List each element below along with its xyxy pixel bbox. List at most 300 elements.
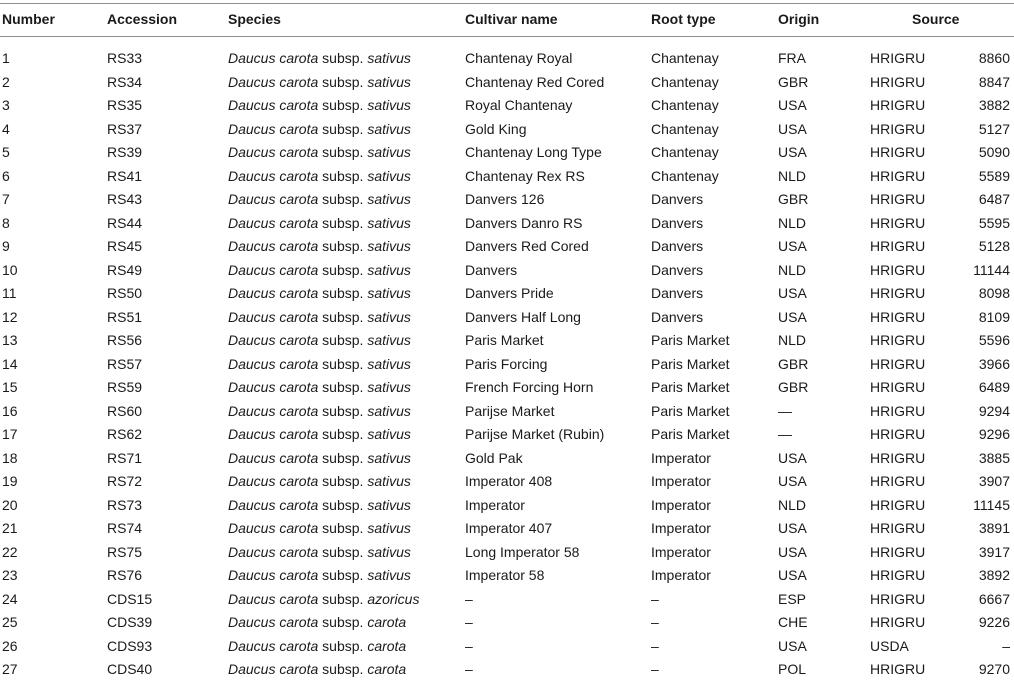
- cell-source-id: 5090: [978, 144, 1010, 160]
- table-row: [0, 168, 1014, 192]
- table-row: [0, 379, 1014, 403]
- species-rank: subsp.: [322, 120, 364, 137]
- species-genus: Daucus carota: [228, 590, 319, 607]
- cell-source: HRIGRU: [870, 50, 926, 66]
- table-row: [0, 238, 1014, 262]
- cell-accession: CDS15: [107, 590, 153, 607]
- cell-source: HRIGRU: [870, 590, 926, 607]
- cell-root-type: Paris Market: [651, 402, 730, 419]
- cell-species: [228, 403, 411, 419]
- species-subspecies: sativus: [367, 496, 411, 513]
- cell-accession: RS49: [107, 261, 143, 278]
- cell-origin: USA: [778, 144, 807, 160]
- cell-origin: USA: [778, 543, 807, 560]
- cell-origin: GBR: [778, 355, 809, 372]
- table-row: [0, 121, 1014, 145]
- cell-cultivar-name: Imperator 407: [465, 520, 553, 536]
- species-genus: Daucus carota: [228, 614, 319, 630]
- cell-cultivar-name: –: [465, 590, 473, 607]
- cell-source-id: 9296: [978, 426, 1010, 442]
- cell-species: [228, 591, 419, 607]
- cell-number: 13: [2, 332, 18, 348]
- species-rank: subsp.: [322, 473, 364, 489]
- cell-root-type: Chantenay: [651, 73, 719, 90]
- cell-number: 2: [2, 73, 10, 90]
- cell-source-id: –: [1002, 637, 1010, 654]
- species-genus: Daucus carota: [228, 449, 319, 466]
- species-rank: subsp.: [322, 50, 364, 66]
- cell-root-type: Chantenay: [651, 50, 719, 66]
- cell-cultivar-name: Imperator 58: [465, 567, 545, 583]
- cell-species: [228, 473, 411, 489]
- cell-cultivar-name: French Forcing Horn: [465, 379, 594, 395]
- species-rank: subsp.: [322, 332, 364, 348]
- species-genus: Daucus carota: [228, 144, 319, 160]
- species-rank: subsp.: [322, 355, 364, 372]
- cell-cultivar-name: Danvers: [465, 261, 518, 278]
- species-genus: Daucus carota: [228, 379, 319, 395]
- cell-root-type: Paris Market: [651, 426, 730, 442]
- cell-source-id: 8109: [978, 308, 1010, 325]
- cell-origin: USA: [778, 238, 807, 254]
- cell-origin: USA: [778, 637, 807, 654]
- cell-accession: CDS39: [107, 614, 153, 630]
- cell-origin: GBR: [778, 379, 809, 395]
- cell-number: 15: [2, 379, 18, 395]
- cell-cultivar-name: –: [465, 661, 473, 677]
- cell-root-type: Paris Market: [651, 332, 730, 348]
- species-rank: subsp.: [322, 402, 364, 419]
- cell-origin: ESP: [778, 590, 807, 607]
- cell-source-id: 3882: [978, 97, 1010, 113]
- cell-cultivar-name: Parijse Market (Rubin): [465, 426, 605, 442]
- cell-species: [228, 191, 411, 207]
- cell-source: HRIGRU: [870, 144, 926, 160]
- species-subspecies: carota: [367, 614, 407, 630]
- species-subspecies: sativus: [367, 332, 411, 348]
- cell-number: 11: [2, 285, 17, 301]
- cell-source-id: 8860: [978, 50, 1010, 66]
- cell-accession: RS41: [107, 167, 143, 184]
- cell-root-type: Danvers: [651, 191, 704, 207]
- cell-origin: FRA: [778, 50, 806, 66]
- species-genus: Daucus carota: [228, 191, 319, 207]
- species-genus: Daucus carota: [228, 355, 319, 372]
- species-rank: subsp.: [322, 449, 364, 466]
- species-subspecies: sativus: [367, 97, 411, 113]
- table-row: [0, 262, 1014, 286]
- species-rank: subsp.: [322, 379, 364, 395]
- species-rank: subsp.: [322, 238, 364, 254]
- species-rank: subsp.: [322, 590, 364, 607]
- species-rank: subsp.: [322, 191, 364, 207]
- cell-species: [228, 309, 411, 325]
- cell-root-type: Chantenay: [651, 97, 719, 113]
- species-rank: subsp.: [322, 144, 364, 160]
- cell-source-id: 11144: [973, 261, 1010, 278]
- cell-number: 7: [2, 191, 10, 207]
- species-subspecies: azoricus: [367, 590, 420, 607]
- species-subspecies: sativus: [367, 543, 411, 560]
- cell-number: 4: [2, 120, 10, 137]
- cell-root-type: Imperator: [651, 449, 711, 466]
- cell-cultivar-name: Parijse Market: [465, 402, 555, 419]
- species-genus: Daucus carota: [228, 332, 319, 348]
- cell-source: HRIGRU: [870, 567, 926, 583]
- cell-source-id: 9294: [978, 402, 1010, 419]
- cell-number: 10: [2, 261, 18, 278]
- cell-number: 12: [2, 308, 18, 325]
- species-genus: Daucus carota: [228, 97, 319, 113]
- species-subspecies: sativus: [367, 285, 411, 301]
- cell-source: HRIGRU: [870, 355, 926, 372]
- species-subspecies: carota: [367, 661, 407, 677]
- header-accession: Accession: [107, 11, 178, 27]
- cell-source-id: 3907: [978, 473, 1010, 489]
- cell-accession: RS60: [107, 402, 143, 419]
- cell-root-type: Danvers: [651, 308, 704, 325]
- species-subspecies: sativus: [367, 402, 411, 419]
- table-row: [0, 332, 1014, 356]
- species-rank: subsp.: [322, 308, 364, 325]
- cell-cultivar-name: Imperator 408: [465, 473, 553, 489]
- cell-source-id: 8098: [978, 285, 1010, 301]
- cell-cultivar-name: Danvers 126: [465, 191, 545, 207]
- cell-source-id: 9270: [978, 661, 1010, 677]
- table-row: [0, 591, 1014, 615]
- cell-accession: RS35: [107, 97, 143, 113]
- cell-species: [228, 450, 411, 466]
- cell-species: [228, 285, 411, 301]
- species-subspecies: sativus: [367, 144, 411, 160]
- species-rank: subsp.: [322, 496, 364, 513]
- species-genus: Daucus carota: [228, 520, 319, 536]
- cell-cultivar-name: Royal Chantenay: [465, 97, 573, 113]
- cell-origin: NLD: [778, 261, 807, 278]
- cell-accession: RS62: [107, 426, 143, 442]
- species-genus: Daucus carota: [228, 308, 319, 325]
- cell-species: [228, 567, 411, 583]
- cell-accession: RS45: [107, 238, 143, 254]
- cell-root-type: Paris Market: [651, 379, 730, 395]
- cell-source: HRIGRU: [870, 120, 926, 137]
- cell-source-id: 5589: [978, 167, 1010, 184]
- species-subspecies: sativus: [367, 567, 411, 583]
- species-genus: Daucus carota: [228, 567, 319, 583]
- cell-origin: USA: [778, 473, 807, 489]
- cell-root-type: Imperator: [651, 567, 711, 583]
- cell-accession: RS34: [107, 73, 143, 90]
- cell-accession: RS74: [107, 520, 143, 536]
- cell-source: HRIGRU: [870, 73, 926, 90]
- cell-accession: RS71: [107, 449, 143, 466]
- cell-accession: RS50: [107, 285, 143, 301]
- cell-source: HRIGRU: [870, 97, 926, 113]
- table-row: [0, 520, 1014, 544]
- cell-cultivar-name: Paris Market: [465, 332, 544, 348]
- species-rank: subsp.: [322, 426, 364, 442]
- cell-accession: RS51: [107, 308, 143, 325]
- cell-number: 16: [2, 402, 18, 419]
- cell-cultivar-name: Gold King: [465, 120, 527, 137]
- cell-origin: USA: [778, 449, 807, 466]
- cell-species: [228, 614, 406, 630]
- cell-root-type: –: [651, 614, 659, 630]
- cell-cultivar-name: –: [465, 637, 473, 654]
- cell-origin: GBR: [778, 191, 809, 207]
- cell-source-id: 5595: [978, 214, 1010, 231]
- cell-species: [228, 661, 406, 677]
- species-subspecies: sativus: [367, 379, 411, 395]
- cell-source: HRIGRU: [870, 167, 926, 184]
- species-subspecies: sativus: [367, 214, 411, 231]
- header-number: Number: [2, 11, 55, 27]
- species-subspecies: carota: [367, 637, 407, 654]
- table-row: [0, 191, 1014, 215]
- cell-cultivar-name: Chantenay Red Cored: [465, 73, 605, 90]
- cell-cultivar-name: Paris Forcing: [465, 355, 548, 372]
- species-subspecies: sativus: [367, 73, 411, 90]
- cell-source-id: 6489: [978, 379, 1010, 395]
- cell-origin: NLD: [778, 496, 807, 513]
- cell-source: HRIGRU: [870, 402, 926, 419]
- cell-source: HRIGRU: [870, 426, 926, 442]
- species-genus: Daucus carota: [228, 214, 319, 231]
- cell-cultivar-name: Danvers Pride: [465, 285, 554, 301]
- cell-source-id: 8847: [978, 73, 1010, 90]
- cell-species: [228, 168, 411, 184]
- cell-root-type: –: [651, 661, 659, 677]
- header-cultivar-name: Cultivar name: [465, 11, 558, 27]
- cell-source: HRIGRU: [870, 332, 926, 348]
- species-genus: Daucus carota: [228, 402, 319, 419]
- cell-number: 25: [2, 614, 18, 630]
- species-rank: subsp.: [322, 637, 364, 654]
- cell-source-id: 3892: [978, 567, 1010, 583]
- table-row: [0, 497, 1014, 521]
- species-genus: Daucus carota: [228, 73, 319, 90]
- cell-accession: RS72: [107, 473, 143, 489]
- species-rank: subsp.: [322, 97, 364, 113]
- cell-accession: RS75: [107, 543, 143, 560]
- cell-root-type: –: [651, 637, 659, 654]
- cell-number: 20: [2, 496, 18, 513]
- cell-cultivar-name: –: [465, 614, 473, 630]
- table-row: [0, 285, 1014, 309]
- cell-cultivar-name: Chantenay Long Type: [465, 144, 602, 160]
- cell-number: 3: [2, 97, 10, 113]
- cell-species: [228, 332, 411, 348]
- cell-cultivar-name: Chantenay Royal: [465, 50, 573, 66]
- cell-source-id: 6487: [978, 191, 1010, 207]
- cell-number: 23: [2, 567, 18, 583]
- cell-species: [228, 50, 411, 66]
- species-genus: Daucus carota: [228, 543, 319, 560]
- species-rank: subsp.: [322, 214, 364, 231]
- cell-species: [228, 544, 411, 560]
- species-rank: subsp.: [322, 261, 364, 278]
- table-row: [0, 544, 1014, 568]
- species-genus: Daucus carota: [228, 637, 319, 654]
- species-genus: Daucus carota: [228, 473, 319, 489]
- table-row: [0, 144, 1014, 168]
- species-subspecies: sativus: [367, 308, 411, 325]
- cell-accession: RS33: [107, 50, 143, 66]
- cell-source: HRIGRU: [870, 449, 926, 466]
- cell-origin: USA: [778, 308, 807, 325]
- cell-source: HRIGRU: [870, 308, 926, 325]
- species-genus: Daucus carota: [228, 496, 319, 513]
- cell-origin: NLD: [778, 332, 807, 348]
- cell-species: [228, 144, 411, 160]
- cell-origin: POL: [778, 661, 807, 677]
- cell-number: 9: [2, 238, 10, 254]
- cell-source: HRIGRU: [870, 543, 926, 560]
- cell-root-type: Danvers: [651, 238, 704, 254]
- cell-root-type: Danvers: [651, 214, 704, 231]
- cell-source: HRIGRU: [870, 661, 926, 677]
- cell-species: [228, 262, 411, 278]
- cell-accession: RS37: [107, 120, 143, 137]
- species-subspecies: sativus: [367, 167, 411, 184]
- cell-origin: CHE: [778, 614, 808, 630]
- table-row: [0, 638, 1014, 662]
- cell-number: 21: [2, 520, 18, 536]
- cell-source: HRIGRU: [870, 379, 926, 395]
- cell-accession: RS39: [107, 144, 143, 160]
- cell-source: HRIGRU: [870, 214, 926, 231]
- cell-source: HRIGRU: [870, 191, 926, 207]
- cell-origin: USA: [778, 567, 807, 583]
- cell-accession: RS44: [107, 214, 143, 231]
- species-subspecies: sativus: [367, 473, 411, 489]
- cell-number: 22: [2, 543, 18, 560]
- cell-root-type: Paris Market: [651, 355, 730, 372]
- cell-cultivar-name: Gold Pak: [465, 449, 523, 466]
- cell-number: 1: [2, 50, 10, 66]
- cell-number: 19: [2, 473, 18, 489]
- cell-species: [228, 520, 411, 536]
- cell-cultivar-name: Long Imperator 58: [465, 543, 580, 560]
- species-genus: Daucus carota: [228, 261, 319, 278]
- cell-cultivar-name: Danvers Half Long: [465, 308, 581, 325]
- cell-source-id: 3966: [978, 355, 1010, 372]
- header-source: Source: [912, 11, 960, 27]
- species-genus: Daucus carota: [228, 167, 319, 184]
- species-rank: subsp.: [322, 661, 364, 677]
- cell-number: 26: [2, 637, 18, 654]
- cell-species: [228, 97, 411, 113]
- cell-source: HRIGRU: [870, 614, 926, 630]
- table-row: [0, 567, 1014, 591]
- cell-accession: RS57: [107, 355, 143, 372]
- species-genus: Daucus carota: [228, 50, 319, 66]
- cell-root-type: Imperator: [651, 473, 711, 489]
- cell-species: [228, 497, 411, 513]
- table-row: [0, 473, 1014, 497]
- cell-cultivar-name: Danvers Red Cored: [465, 238, 589, 254]
- cell-species: [228, 356, 411, 372]
- table-row: [0, 403, 1014, 427]
- header-species: Species: [228, 11, 281, 27]
- cell-source: HRIGRU: [870, 473, 926, 489]
- cell-source-id: 3917: [978, 543, 1010, 560]
- cell-origin: NLD: [778, 167, 807, 184]
- cell-number: 17: [2, 426, 18, 442]
- cell-source: USDA: [870, 637, 909, 654]
- cell-origin: USA: [778, 97, 807, 113]
- cell-species: [228, 215, 411, 231]
- species-rank: subsp.: [322, 285, 364, 301]
- species-rank: subsp.: [322, 73, 364, 90]
- cell-species: [228, 121, 411, 137]
- cell-source: HRIGRU: [870, 496, 926, 513]
- species-genus: Daucus carota: [228, 426, 319, 442]
- cell-source-id: 6667: [978, 590, 1010, 607]
- cell-root-type: Imperator: [651, 496, 711, 513]
- cell-source-id: 5128: [978, 238, 1010, 254]
- species-genus: Daucus carota: [228, 661, 319, 677]
- cell-species: [228, 638, 406, 654]
- species-genus: Daucus carota: [228, 238, 319, 254]
- cell-source-id: 3891: [978, 520, 1010, 536]
- table-row: [0, 97, 1014, 121]
- species-subspecies: sativus: [367, 191, 411, 207]
- species-rank: subsp.: [322, 520, 364, 536]
- species-genus: Daucus carota: [228, 285, 319, 301]
- table-row: [0, 309, 1014, 333]
- table-row: [0, 661, 1014, 685]
- species-subspecies: sativus: [367, 120, 411, 137]
- species-rank: subsp.: [322, 614, 364, 630]
- cell-source: HRIGRU: [870, 261, 926, 278]
- cell-source: HRIGRU: [870, 238, 926, 254]
- species-rank: subsp.: [322, 567, 364, 583]
- cell-root-type: Imperator: [651, 520, 711, 536]
- table-row: [0, 450, 1014, 474]
- cell-root-type: Danvers: [651, 285, 704, 301]
- cell-species: [228, 74, 411, 90]
- cell-source-id: 11145: [973, 496, 1010, 513]
- species-subspecies: sativus: [367, 520, 411, 536]
- cell-accession: RS43: [107, 191, 143, 207]
- cell-source: HRIGRU: [870, 520, 926, 536]
- cell-root-type: Danvers: [651, 261, 704, 278]
- cell-accession: CDS93: [107, 637, 153, 654]
- cell-origin: —: [778, 426, 792, 442]
- cell-origin: GBR: [778, 73, 809, 90]
- cell-accession: CDS40: [107, 661, 153, 677]
- cell-number: 14: [2, 355, 18, 372]
- table-row: [0, 215, 1014, 239]
- cell-number: 5: [2, 144, 10, 160]
- species-subspecies: sativus: [367, 355, 411, 372]
- header-origin: Origin: [778, 11, 820, 27]
- cell-cultivar-name: Danvers Danro RS: [465, 214, 583, 231]
- cell-accession: RS59: [107, 379, 143, 395]
- species-rank: subsp.: [322, 543, 364, 560]
- cell-origin: NLD: [778, 214, 807, 231]
- cell-origin: USA: [778, 520, 807, 536]
- species-genus: Daucus carota: [228, 120, 319, 137]
- species-subspecies: sativus: [367, 238, 411, 254]
- species-subspecies: sativus: [367, 50, 411, 66]
- cell-species: [228, 379, 411, 395]
- cell-origin: —: [778, 402, 792, 419]
- species-rank: subsp.: [322, 167, 364, 184]
- table-row: [0, 356, 1014, 380]
- table-row: [0, 614, 1014, 638]
